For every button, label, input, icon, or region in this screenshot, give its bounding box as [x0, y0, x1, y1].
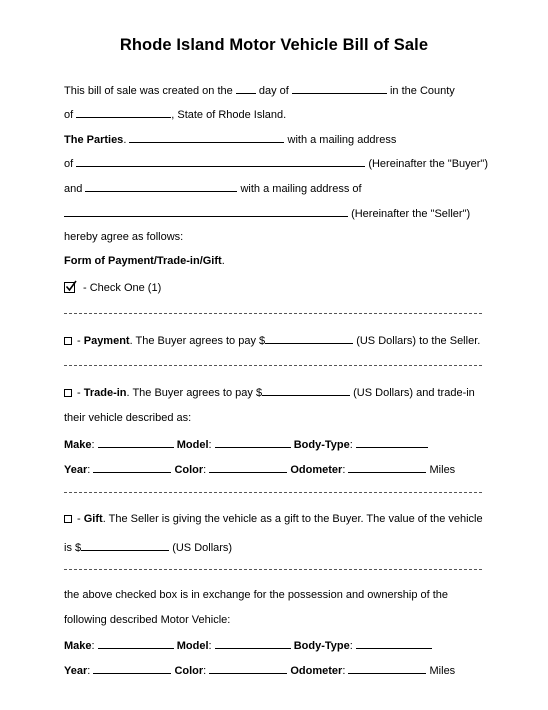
tradein-checkbox[interactable]	[64, 389, 72, 397]
buyer-address-field[interactable]	[76, 155, 365, 167]
tradein-model-field[interactable]	[215, 436, 291, 448]
gift-value-field[interactable]	[81, 539, 169, 551]
vehicle-row-2: Year: Color: Odometer: Miles	[64, 662, 455, 678]
tradein-line-2: their vehicle described as:	[64, 412, 192, 424]
vehicle-row-1: Make: Model: Body-Type:	[64, 637, 432, 653]
month-field[interactable]	[292, 82, 387, 94]
payment-form-heading: Form of Payment/Trade-in/Gift.	[64, 255, 225, 267]
parties-line-2: of (Hereinafter the "Buyer")	[64, 155, 488, 171]
year-field[interactable]	[93, 662, 171, 674]
checked-checkbox-icon[interactable]	[64, 282, 75, 293]
payment-option: - Payment. The Buyer agrees to pay $ (US Dollars) to the Seller.	[64, 332, 480, 348]
tradein-make-field[interactable]	[98, 436, 174, 448]
divider	[64, 365, 482, 366]
check-one-line: - Check One (1)	[64, 281, 161, 295]
payment-checkbox[interactable]	[64, 337, 72, 345]
tradein-amount-field[interactable]	[262, 384, 350, 396]
buyer-name-field[interactable]	[129, 131, 284, 143]
body-type-field[interactable]	[356, 637, 432, 649]
agree-line: hereby agree as follows:	[64, 231, 184, 243]
tradein-color-field[interactable]	[209, 461, 287, 473]
divider	[64, 569, 482, 570]
parties-heading: The Parties	[64, 134, 124, 146]
seller-name-field[interactable]	[85, 180, 237, 192]
document-title: Rhode Island Motor Vehicle Bill of Sale	[119, 36, 429, 54]
tradein-body-type-field[interactable]	[356, 436, 428, 448]
gift-checkbox[interactable]	[64, 515, 72, 523]
intro-line-1: This bill of sale was created on the day of in the County	[64, 82, 455, 98]
gift-line-2: is $ (US Dollars)	[64, 539, 232, 555]
odometer-field[interactable]	[348, 662, 426, 674]
payment-amount-field[interactable]	[265, 332, 353, 344]
tradein-vehicle-row-1: Make: Model: Body-Type:	[64, 436, 428, 452]
tradein-year-field[interactable]	[93, 461, 171, 473]
divider	[64, 492, 482, 493]
seller-address-field[interactable]	[64, 205, 348, 217]
county-field[interactable]	[76, 106, 171, 118]
parties-line-4: (Hereinafter the "Seller")	[64, 205, 470, 221]
parties-line-1: The Parties. with a mailing address	[64, 131, 396, 147]
tradein-vehicle-row-2: Year: Color: Odometer: Miles	[64, 461, 455, 477]
model-field[interactable]	[215, 637, 291, 649]
tradein-odometer-field[interactable]	[348, 461, 426, 473]
closing-line-1: the above checked box is in exchange for the possession and ownership of the	[64, 589, 449, 601]
make-field[interactable]	[98, 637, 174, 649]
day-field[interactable]	[236, 82, 256, 94]
tradein-option: - Trade-in. The Buyer agrees to pay $ (US Dollars) and trade-in	[64, 384, 475, 400]
closing-line-2: following described Motor Vehicle:	[64, 614, 231, 626]
divider	[64, 313, 482, 314]
intro-line-2: of , State of Rhode Island.	[64, 106, 286, 122]
color-field[interactable]	[209, 662, 287, 674]
gift-option: - Gift. The Seller is giving the vehicle as a gift to the Buyer. The value of the vehicle	[64, 512, 483, 526]
parties-line-3: and with a mailing address of	[64, 180, 362, 196]
